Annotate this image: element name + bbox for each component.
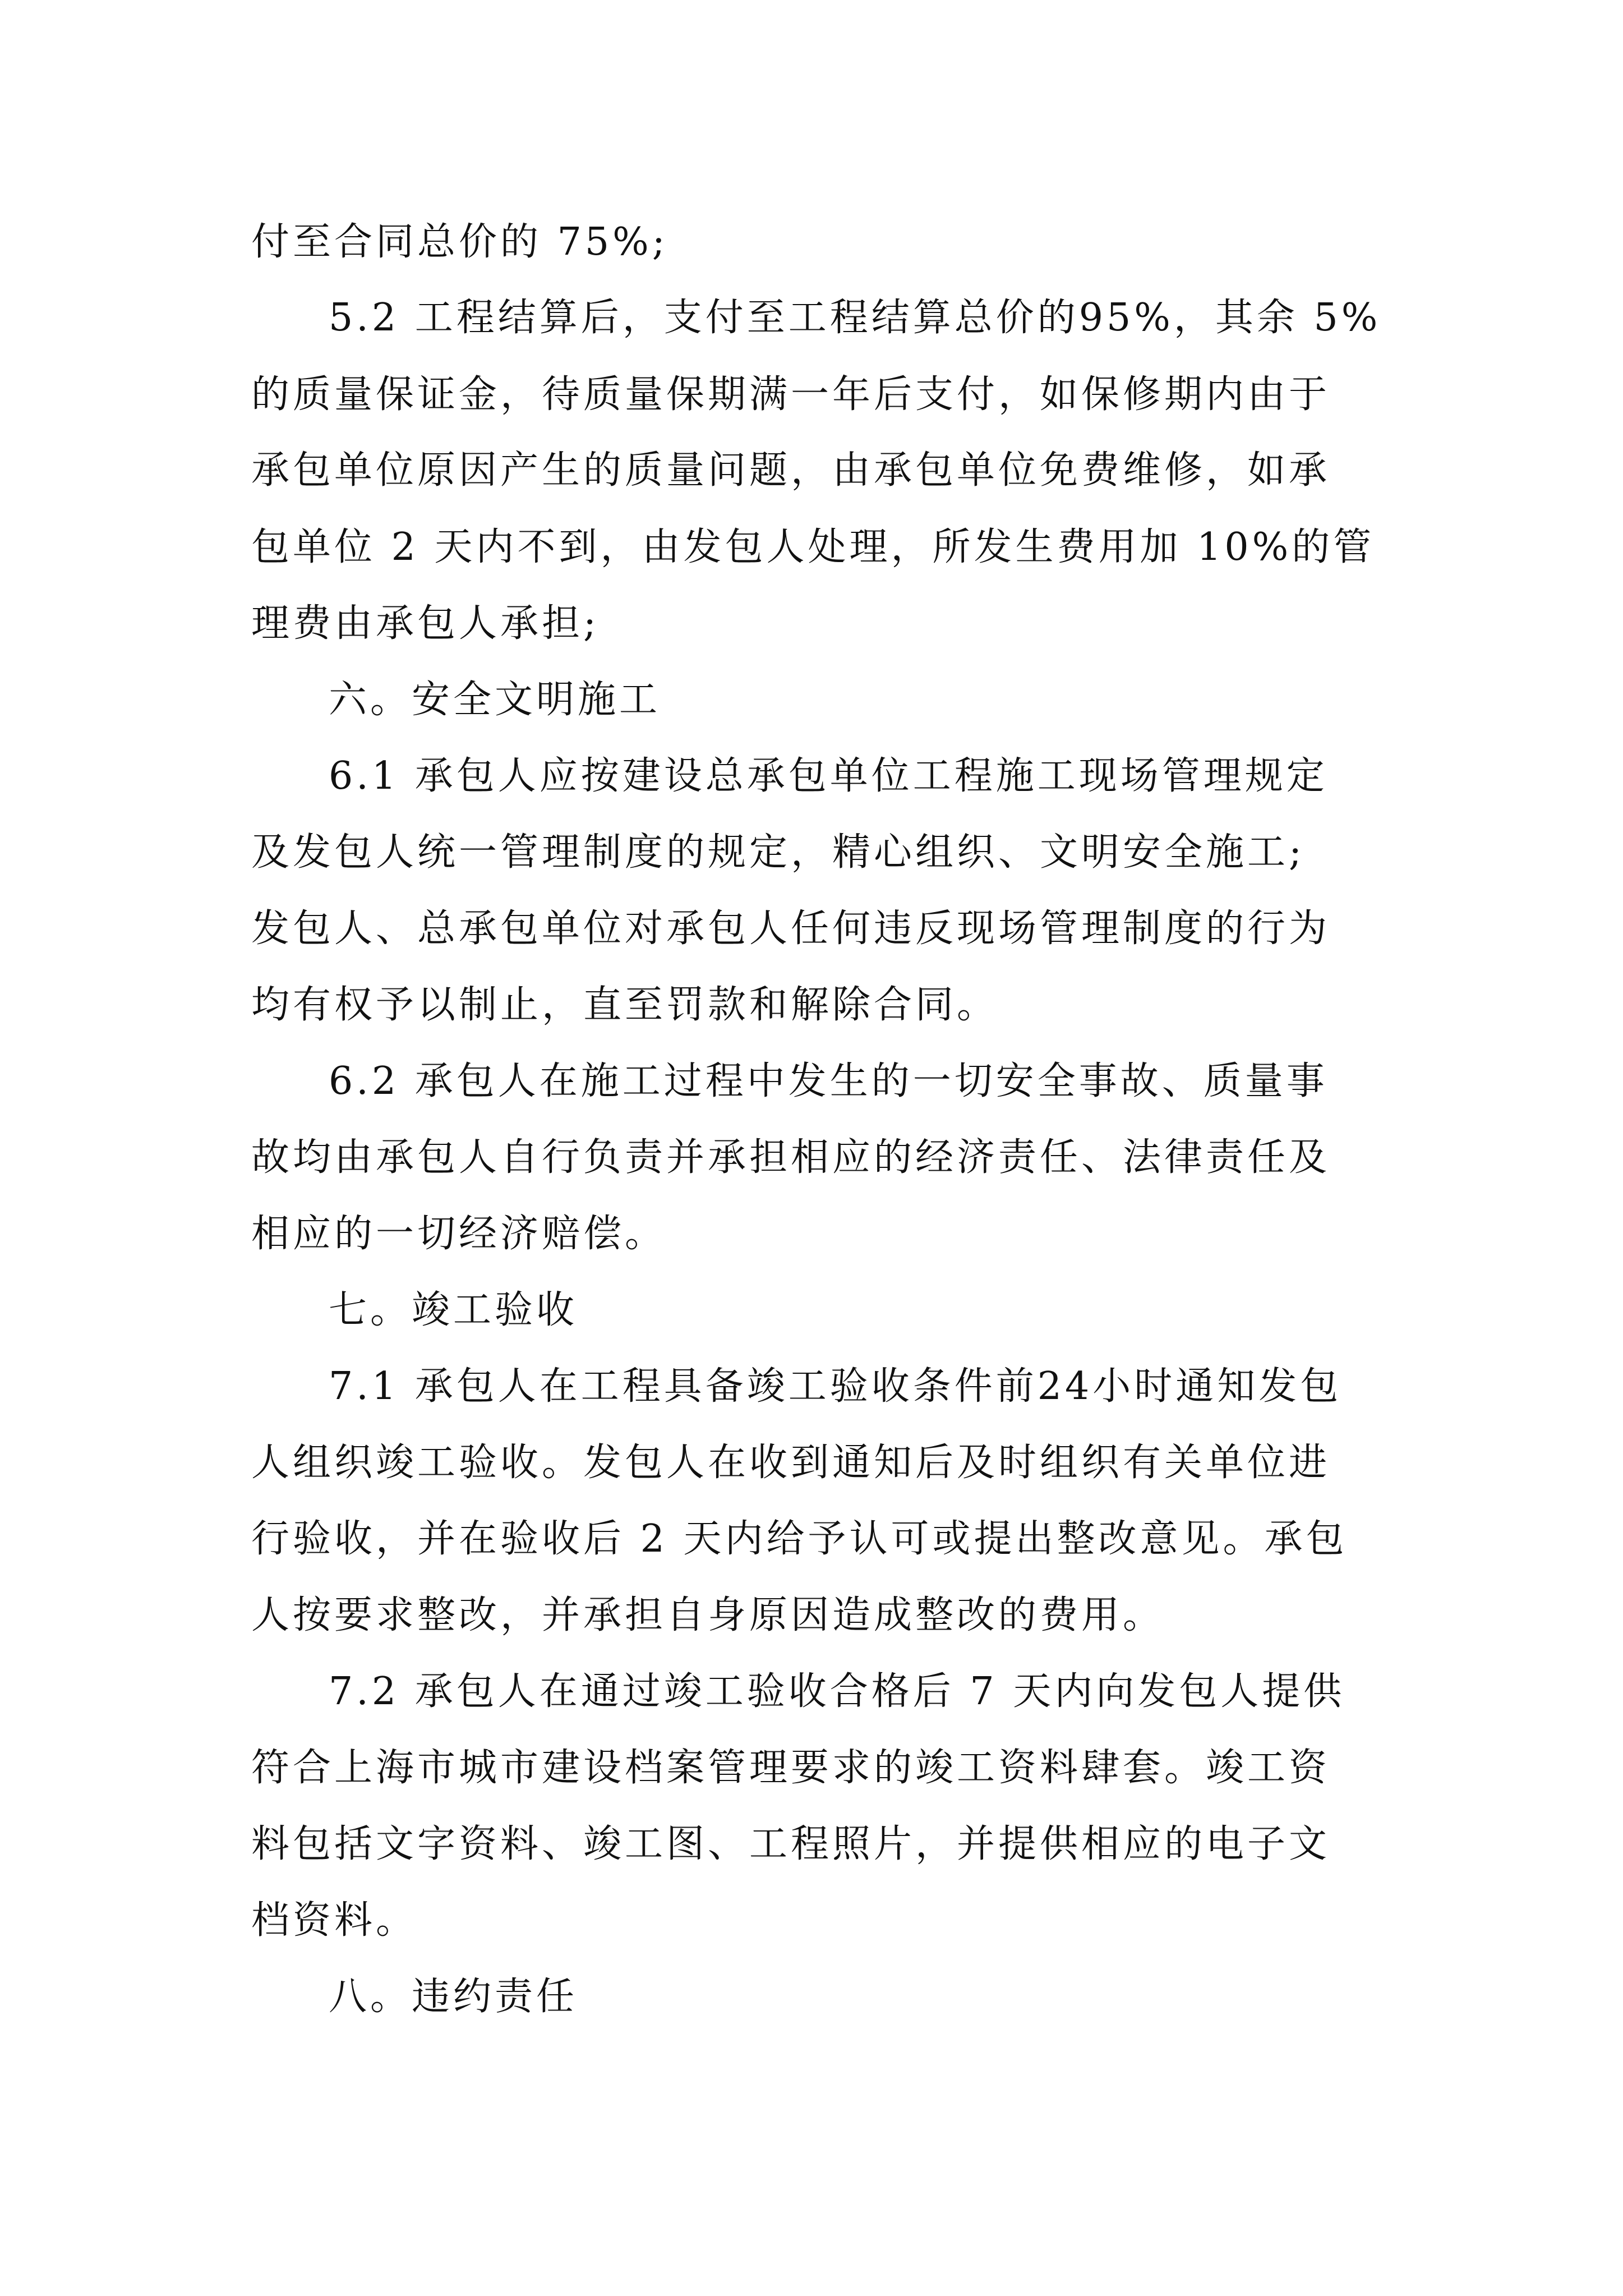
text-line-2: 5.2 工程结算后，支付至工程结算总价的95%，其余 5% — [329, 296, 1381, 340]
text-line-8: 6.1 承包人应按建设总承包单位工程施工现场管理规定 — [329, 754, 1328, 798]
text-line-16: 7.1 承包人在工程具备竣工验收条件前24小时通知发包 — [329, 1364, 1342, 1409]
text-line-13: 故均由承包人自行负责并承担相应的经济责任、法律责任及 — [251, 1135, 1331, 1180]
text-line-18: 行验收，并在验收后 2 天内给予认可或提出整改意见。承包 — [251, 1517, 1348, 1561]
section-heading-6: 六。安全文明施工 — [329, 678, 661, 722]
text-line-19: 人按要求整改，并承担自身原因造成整改的费用。 — [251, 1593, 1165, 1637]
section-heading-8: 八。违约责任 — [329, 1975, 578, 2019]
text-line-12: 6.2 承包人在施工过程中发生的一切安全事故、质量事 — [329, 1059, 1328, 1103]
text-line-20: 7.2 承包人在通过竣工验收合格后 7 天内向发包人提供 — [329, 1669, 1345, 1714]
text-line-21: 符合上海市城市建设档案管理要求的竣工资料肆套。竣工资 — [251, 1746, 1331, 1790]
text-line-5: 包单位 2 天内不到，由发包人处理，所发生费用加 10%的管 — [251, 525, 1375, 569]
text-line-1: 付至合同总价的 75%; — [251, 220, 668, 264]
text-line-22: 料包括文字资料、竣工图、工程照片，并提供相应的电子文 — [251, 1822, 1331, 1866]
section-heading-7: 七。竣工验收 — [329, 1288, 578, 1332]
text-line-4: 承包单位原因产生的质量问题，由承包单位免费维修，如承 — [251, 448, 1331, 493]
text-line-6: 理费由承包人承担; — [251, 601, 600, 646]
text-line-17: 人组织竣工验收。发包人在收到通知后及时组织有关单位进 — [251, 1441, 1331, 1485]
text-line-11: 均有权予以制止，直至罚款和解除合同。 — [251, 983, 999, 1027]
text-line-9: 及发包人统一管理制度的规定，精心组织、文明安全施工; — [251, 830, 1305, 875]
text-line-3: 的质量保证金，待质量保期满一年后支付，如保修期内由于 — [251, 372, 1331, 417]
text-line-23: 档资料。 — [251, 1898, 418, 1943]
text-line-14: 相应的一切经济赔偿。 — [251, 1212, 667, 1256]
text-line-10: 发包人、总承包单位对承包人任何违反现场管理制度的行为 — [251, 907, 1331, 951]
